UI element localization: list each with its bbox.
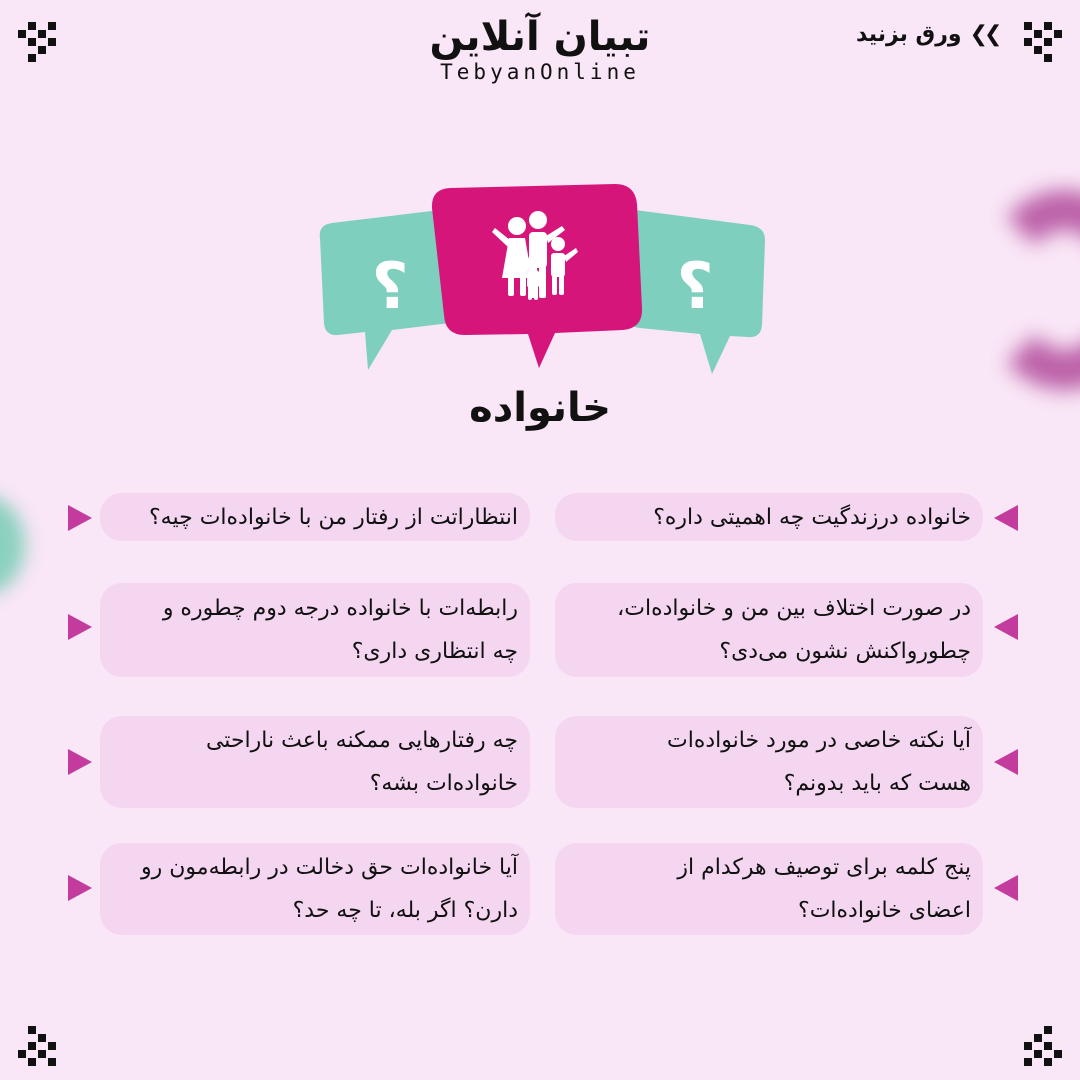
swipe-label: ورق بزنید bbox=[856, 22, 962, 47]
triangle-bullet-icon bbox=[994, 749, 1018, 775]
triangle-bullet-icon bbox=[68, 505, 92, 531]
question-card bbox=[555, 716, 983, 808]
question-text: رابطه‌ات با خانواده درجه دوم چطوره و چه انتظاری داری؟ bbox=[162, 596, 518, 664]
swipe-hint[interactable] bbox=[856, 22, 998, 47]
question-card bbox=[100, 716, 530, 808]
hero-illustration bbox=[310, 180, 780, 380]
pixel-ornament-icon bbox=[18, 1022, 62, 1066]
question-text: چه رفتارهایی ممکنه باعث ناراحتی خانواده‌ات بشه؟ bbox=[205, 728, 518, 796]
logo-latin: TebyanOnline bbox=[440, 60, 640, 84]
question-text: آیا خانواده‌ات حق دخالت در رابطه‌مون رو دارن؟ اگر بله، تا چه حد؟ bbox=[141, 855, 518, 923]
page-title: خانواده bbox=[469, 385, 611, 431]
question-text: در صورت اختلاف بین من و خانواده‌ات، چطورواکنش نشون می‌دی؟ bbox=[617, 596, 971, 664]
pixel-ornament-icon bbox=[1018, 1022, 1062, 1066]
triangle-bullet-icon bbox=[68, 749, 92, 775]
triangle-bullet-icon bbox=[994, 875, 1018, 901]
question-mark-left: ؟ bbox=[371, 250, 409, 324]
speech-bubble-right bbox=[622, 210, 765, 374]
question-card bbox=[100, 583, 530, 677]
question-text: آیا نکته خاصی در مورد خانواده‌ات هست که باید بدونم؟ bbox=[667, 728, 971, 796]
double-chevron-icon: ❯❯ bbox=[969, 22, 999, 47]
question-card bbox=[555, 843, 983, 935]
question-text: انتظاراتت از رفتار من با خانواده‌ات چیه؟ bbox=[148, 504, 518, 530]
triangle-bullet-icon bbox=[68, 875, 92, 901]
triangle-bullet-icon bbox=[994, 614, 1018, 640]
triangle-bullet-icon bbox=[68, 614, 92, 640]
question-text: خانواده درزندگیت چه اهمیتی داره؟ bbox=[653, 504, 971, 530]
question-card bbox=[100, 843, 530, 935]
decorative-blob-right bbox=[980, 190, 1080, 390]
decorative-blob-left bbox=[0, 495, 25, 595]
question-card bbox=[555, 583, 983, 677]
question-mark-right: ؟ bbox=[676, 250, 714, 324]
triangle-bullet-icon bbox=[994, 505, 1018, 531]
question-card bbox=[100, 493, 530, 541]
logo-persian: تبیان آنلاین bbox=[429, 14, 651, 60]
question-text: پنج کلمه برای توصیف هرکدام از اعضای خانواده‌ات؟ bbox=[677, 855, 971, 923]
question-card bbox=[555, 493, 983, 541]
